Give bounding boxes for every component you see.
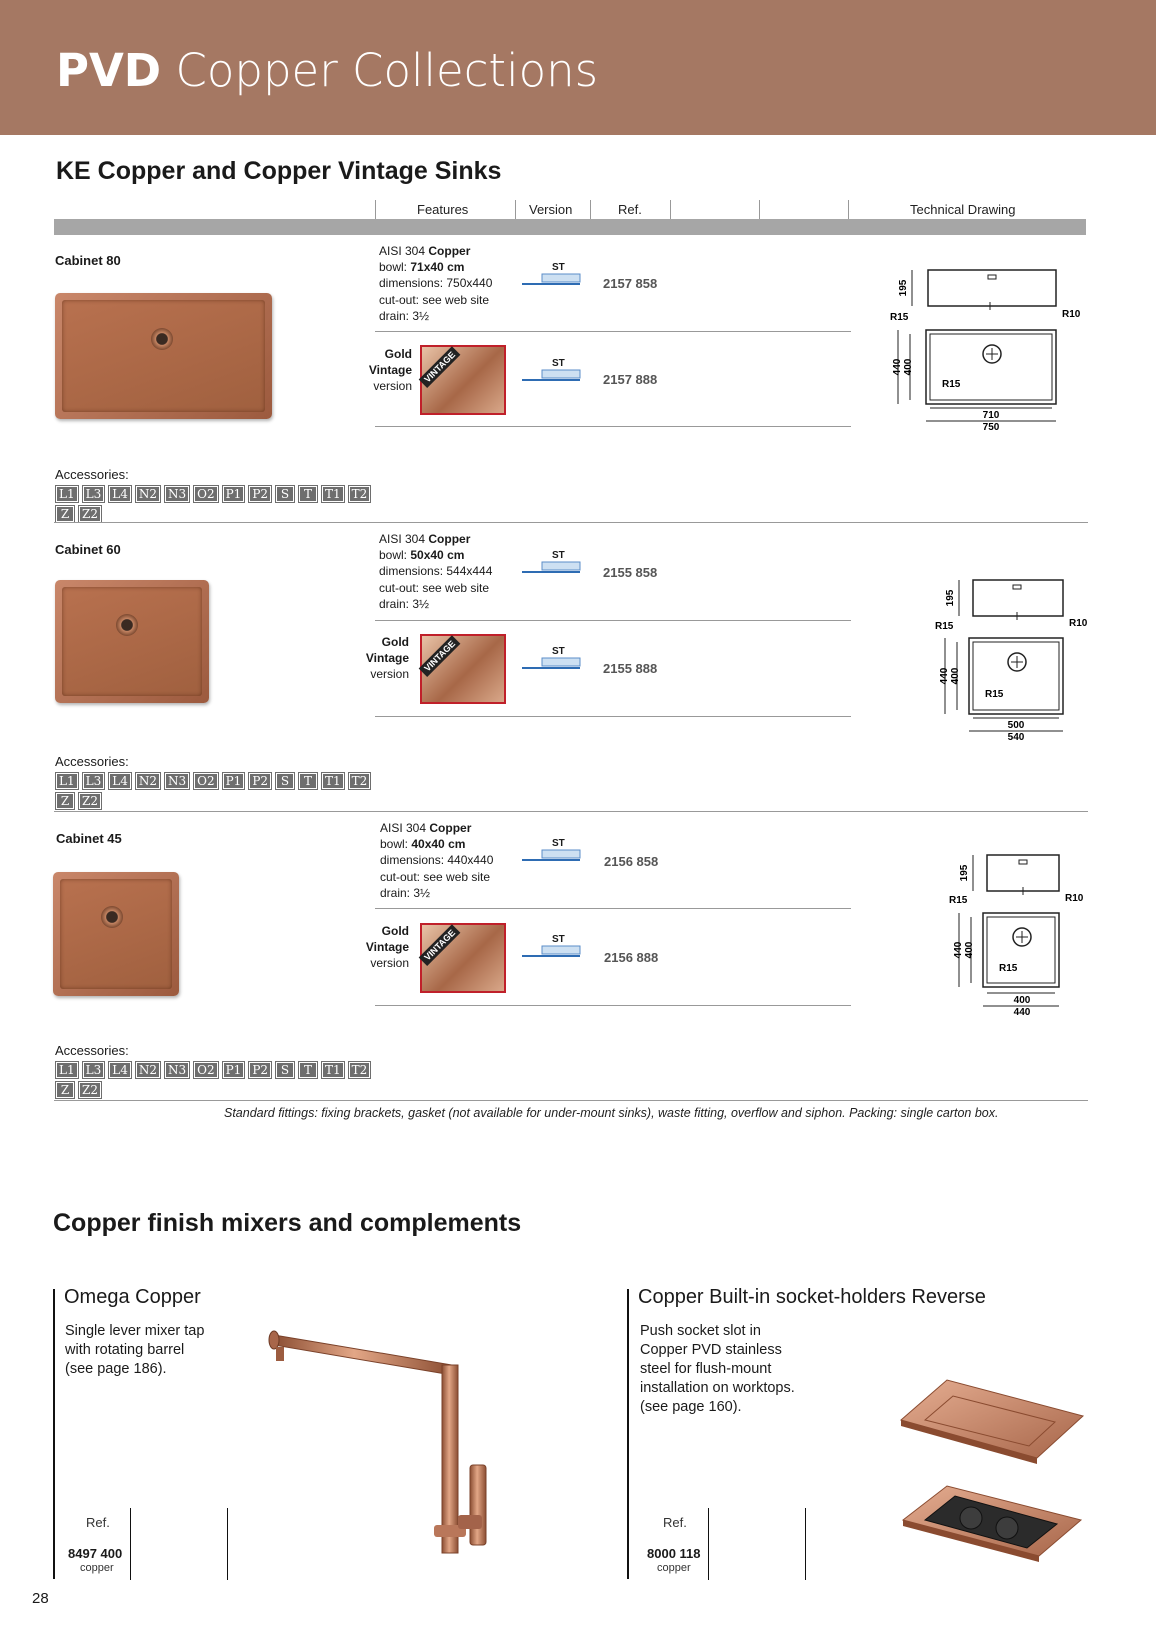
accessory-code: P2	[248, 772, 272, 790]
accessory-code: T1	[321, 485, 345, 503]
dim-r15: R15	[949, 895, 968, 906]
col-ref: Ref.	[618, 202, 642, 217]
col-divider	[759, 200, 760, 219]
accessory-code: Z	[55, 1081, 75, 1099]
version-st-icon: ST	[522, 934, 582, 964]
ref-code: 2155 858	[603, 565, 658, 580]
features-list: AISI 304 Copper bowl: 50x40 cm dimensions: 544x444 cut-out: see web site drain: 3½	[379, 532, 493, 611]
version-st-icon: ST	[522, 838, 582, 868]
mixer-title: Omega Copper	[64, 1286, 201, 1308]
vintage-swatch: VINTAGE	[420, 634, 506, 704]
ref-label: Ref.	[86, 1515, 110, 1530]
dim-inner-depth: 400	[964, 941, 975, 959]
dim-inner-depth: 400	[903, 358, 914, 376]
col-version: Version	[529, 202, 573, 217]
section-title-mixers: Copper finish mixers and complements	[53, 1209, 522, 1237]
ref-code: 2157 888	[603, 372, 658, 387]
accessory-code: L3	[82, 1061, 106, 1079]
socket-title: Copper Built-in socket-holders Reverse	[638, 1286, 986, 1308]
technical-drawing	[925, 572, 1088, 747]
accessory-code: S	[275, 1061, 295, 1079]
standard-fittings-note: Standard fittings: fixing brackets, gasket (not available for under-mount sinks), waste fitting, overflow and siphon. Packing: single carton box.	[224, 1106, 999, 1120]
accessory-code: P1	[222, 485, 246, 503]
dim-r10: R10	[1069, 618, 1088, 629]
accessory-chips	[55, 772, 375, 810]
dim-inner-width: 400	[1013, 995, 1031, 1006]
gold-vintage-label: Gold Vintage version	[365, 635, 409, 681]
technical-drawing	[935, 847, 1085, 1022]
ref-divider	[708, 1508, 709, 1580]
accessory-code: O2	[193, 1061, 218, 1079]
accessory-chips	[55, 485, 375, 523]
section-divider	[54, 1100, 1088, 1101]
accessory-code: P2	[248, 1061, 272, 1079]
dim-outer-width: 540	[1007, 732, 1025, 743]
accessory-code: T1	[321, 1061, 345, 1079]
accessory-code: T2	[348, 772, 372, 790]
accessory-code: T1	[321, 772, 345, 790]
vintage-swatch: VINTAGE	[420, 923, 506, 993]
accessory-code: L3	[82, 772, 106, 790]
column-rule	[627, 1289, 629, 1579]
row-divider	[375, 620, 851, 621]
accessory-code: L1	[55, 1061, 79, 1079]
dim-inner-depth: 400	[950, 667, 961, 685]
dim-inner-width: 710	[982, 410, 1000, 421]
gold-vintage-label: Gold Vintage version	[368, 347, 412, 393]
ref-divider	[227, 1508, 228, 1580]
accessories-label: Accessories:	[55, 467, 129, 482]
dim-r10: R10	[1062, 309, 1081, 320]
section-title-sinks: KE Copper and Copper Vintage Sinks	[56, 157, 502, 185]
page-number: 28	[32, 1590, 49, 1607]
dim-height: 195	[959, 864, 970, 882]
accessory-code: L1	[55, 772, 79, 790]
accessory-code: O2	[193, 772, 218, 790]
features-list: AISI 304 Copper bowl: 40x40 cm dimensions: 440x440 cut-out: see web site drain: 3½	[380, 821, 494, 900]
accessory-chips	[55, 1061, 375, 1099]
accessory-code: P1	[222, 1061, 246, 1079]
ref-code: 2156 858	[604, 854, 659, 869]
row-divider	[375, 908, 851, 909]
col-divider	[515, 200, 516, 219]
dim-r15: R15	[999, 963, 1018, 974]
dim-height: 195	[898, 279, 909, 297]
mixer-finish: copper	[80, 1562, 114, 1574]
table-header-bar	[54, 219, 1086, 235]
accessories-label: Accessories:	[55, 1043, 129, 1058]
section-divider	[54, 811, 1088, 812]
col-features: Features	[417, 202, 469, 217]
row-divider	[375, 1005, 851, 1006]
product-name: Cabinet 45	[56, 831, 122, 846]
accessory-code: L4	[108, 772, 132, 790]
row-divider	[375, 426, 851, 427]
ref-code: 2157 858	[603, 276, 658, 291]
vintage-swatch: VINTAGE	[420, 345, 506, 415]
version-st-icon: ST	[522, 550, 582, 580]
col-divider	[670, 200, 671, 219]
dim-outer-depth: 440	[939, 667, 950, 685]
accessory-code: L3	[82, 485, 106, 503]
socket-holder-image	[895, 1378, 1090, 1578]
ref-code: 2156 888	[604, 950, 659, 965]
dim-r15: R15	[935, 621, 954, 632]
dim-r15: R15	[985, 689, 1004, 700]
accessory-code: T	[298, 485, 318, 503]
product-name: Cabinet 60	[55, 542, 121, 557]
accessories-label: Accessories:	[55, 754, 129, 769]
mixer-ref: 8497 400	[68, 1546, 123, 1561]
product-name: Cabinet 80	[55, 253, 121, 268]
sink-image	[55, 293, 272, 419]
accessory-code: Z2	[78, 505, 102, 523]
accessory-code: P2	[248, 485, 272, 503]
ref-divider	[805, 1508, 806, 1580]
ref-label: Ref.	[663, 1515, 687, 1530]
accessory-code: Z2	[78, 792, 102, 810]
technical-drawing	[870, 262, 1085, 437]
version-st-icon: ST	[522, 358, 582, 388]
accessory-code: O2	[193, 485, 218, 503]
accessory-code: Z2	[78, 1081, 102, 1099]
accessory-code: T	[298, 772, 318, 790]
col-divider	[848, 200, 849, 219]
socket-description: Push socket slot in Copper PVD stainless steel for flush-mount installation on worktops. (see page 160).	[640, 1323, 795, 1415]
accessory-code: N2	[135, 485, 161, 503]
sink-image	[55, 580, 209, 703]
ref-divider	[130, 1508, 131, 1580]
dim-r15: R15	[942, 379, 961, 390]
accessory-code: N2	[135, 772, 161, 790]
accessory-code: L4	[108, 485, 132, 503]
version-st-icon: ST	[522, 646, 582, 676]
accessory-code: L4	[108, 1061, 132, 1079]
dim-outer-width: 750	[982, 422, 1000, 433]
ref-code: 2155 888	[603, 661, 658, 676]
row-divider	[375, 716, 851, 717]
mixer-tap-image	[262, 1315, 502, 1580]
accessory-code: T	[298, 1061, 318, 1079]
col-technical-drawing: Technical Drawing	[910, 202, 1016, 217]
dim-height: 195	[945, 589, 956, 607]
accessory-code: N3	[164, 1061, 190, 1079]
mixer-description: Single lever mixer tap with rotating barrel (see page 186).	[65, 1323, 205, 1377]
col-divider	[590, 200, 591, 219]
sink-image	[53, 872, 179, 996]
accessory-code: Z	[55, 505, 75, 523]
dim-outer-depth: 440	[953, 941, 964, 959]
page-title: PVD Copper Collections	[56, 44, 599, 97]
socket-finish: copper	[657, 1562, 691, 1574]
section-divider	[54, 522, 1088, 523]
col-divider	[375, 200, 376, 219]
dim-inner-width: 500	[1007, 720, 1025, 731]
dim-outer-width: 440	[1013, 1007, 1031, 1018]
accessory-code: S	[275, 485, 295, 503]
column-rule	[53, 1289, 55, 1579]
accessory-code: N3	[164, 485, 190, 503]
accessory-code: T2	[348, 485, 372, 503]
version-st-icon: ST	[522, 262, 582, 292]
dim-outer-depth: 440	[892, 358, 903, 376]
accessory-code: S	[275, 772, 295, 790]
features-list: AISI 304 Copper bowl: 71x40 cm dimensions: 750x440 cut-out: see web site drain: 3½	[379, 244, 493, 323]
gold-vintage-label: Gold Vintage version	[365, 924, 409, 970]
accessory-code: N2	[135, 1061, 161, 1079]
socket-ref: 8000 118	[647, 1546, 701, 1561]
accessory-code: P1	[222, 772, 246, 790]
row-divider	[375, 331, 851, 332]
accessory-code: N3	[164, 772, 190, 790]
accessory-code: L1	[55, 485, 79, 503]
accessory-code: T2	[348, 1061, 372, 1079]
accessory-code: Z	[55, 792, 75, 810]
dim-r10: R10	[1065, 893, 1084, 904]
dim-r15: R15	[890, 312, 909, 323]
